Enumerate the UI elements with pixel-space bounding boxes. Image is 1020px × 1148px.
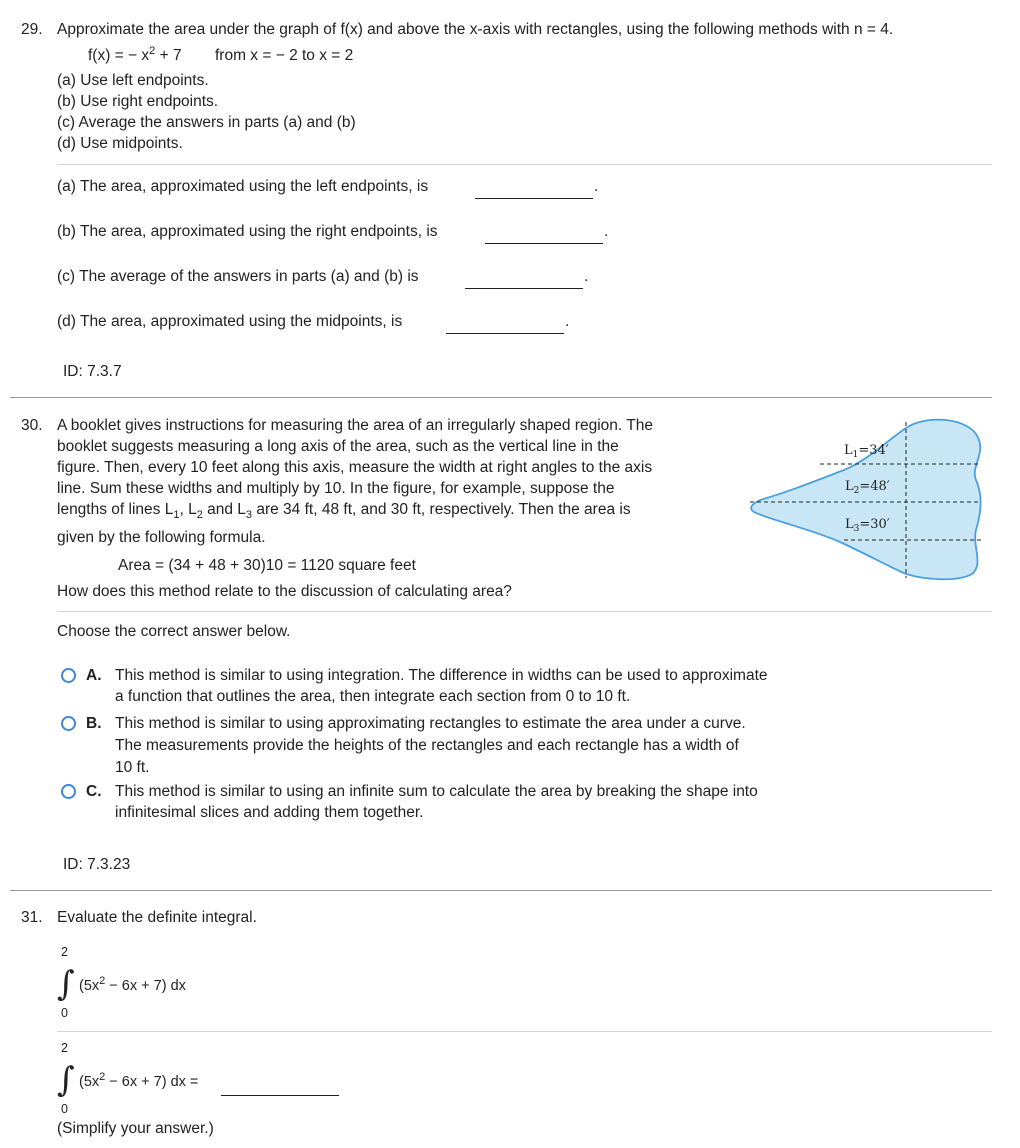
q30-paragraph-line-6: given by the following formula. xyxy=(57,529,266,546)
q29-answer-d-period: . xyxy=(565,313,570,330)
q29-q30-divider xyxy=(10,397,992,398)
q29-id: ID: 7.3.7 xyxy=(63,363,122,380)
q30-region-figure xyxy=(748,414,988,584)
q29-range: from x = − 2 to x = 2 xyxy=(215,47,354,64)
q29-number: 29. xyxy=(21,21,43,38)
q29-method-a: (a) Use left endpoints. xyxy=(57,72,209,89)
q29-answer-a-label: (a) The area, approximated using the left endpoints, is xyxy=(57,178,429,195)
q30-label-L1: $L_1=34'$ xyxy=(844,443,889,460)
q30-choice-b-letter: B. xyxy=(86,715,102,732)
q31-answer-lower-limit: 0 xyxy=(61,1102,68,1116)
q30-choice-b-line-3: 10 ft. xyxy=(115,759,150,776)
q29-function-suffix: + 7 xyxy=(155,47,182,64)
q30-line5-part-c: and L xyxy=(202,501,246,518)
q31-answer-upper-limit: 2 xyxy=(61,1041,68,1055)
q31-answer-integrand xyxy=(79,1071,199,1090)
q31-integrand xyxy=(79,975,186,994)
q30-choice-a-radio[interactable] xyxy=(61,668,76,683)
q30-choice-c-letter: C. xyxy=(86,783,102,800)
q30-id: ID: 7.3.23 xyxy=(63,856,131,873)
q31-integrand-a: (5x xyxy=(79,978,100,994)
q30-choice-a-line-2: a function that outlines the area, then integrate each section from 0 to 10 ft. xyxy=(115,688,631,705)
q29-function xyxy=(88,47,182,65)
q29-separator xyxy=(57,164,992,165)
q30-line5-sub-2: 2 xyxy=(196,509,203,521)
q31-answer-integrand-a: (5x xyxy=(79,1074,100,1090)
q31-number: 31. xyxy=(21,909,43,926)
q29-function-exponent: 2 xyxy=(149,45,156,57)
q30-choice-b-line-1: This method is similar to using approximating rectangles to estimate the area under a curve. xyxy=(115,715,746,732)
q31-answer-field[interactable] xyxy=(221,1095,339,1096)
q29-answer-b-period: . xyxy=(604,223,609,240)
q29-function-prefix: f(x) = − x xyxy=(88,47,150,64)
q31-integral-sign: ∫ xyxy=(57,964,75,1004)
q30-paragraph-line-1: A booklet gives instructions for measuring the area of an irregularly shaped region. The xyxy=(57,417,653,434)
q31-integrand-exponent: 2 xyxy=(99,975,106,987)
q29-answer-c-label: (c) The average of the answers in parts (a) and (b) is xyxy=(57,268,419,285)
q30-choice-c-line-1: This method is similar to using an infinite sum to calculate the area by breaking the shape into xyxy=(115,783,758,800)
q29-method-c: (c) Average the answers in parts (a) and (b) xyxy=(57,114,356,131)
q29-answer-d-label: (d) The area, approximated using the midpoints, is xyxy=(57,313,403,330)
q30-label-L3: $L_3=30'$ xyxy=(845,517,890,534)
q29-answer-a-field[interactable] xyxy=(475,198,593,199)
q29-answer-d-field[interactable] xyxy=(446,333,564,334)
q31-answer-integrand-exponent: 2 xyxy=(99,1071,106,1083)
q29-answer-c-period: . xyxy=(584,268,589,285)
q31-lower-limit: 0 xyxy=(61,1006,68,1020)
q30-line5-part-a: lengths of lines L xyxy=(57,501,174,518)
q29-prompt: Approximate the area under the graph of f(x) and above the x-axis with rectangles, using the following methods with n = 4. xyxy=(57,21,894,38)
q30-q31-divider xyxy=(10,890,992,891)
q30-choice-a-line-1: This method is similar to using integration. The difference in widths can be used to approximate xyxy=(115,667,768,684)
q30-choice-c-radio[interactable] xyxy=(61,784,76,799)
q31-separator xyxy=(57,1031,992,1032)
q30-question: How does this method relate to the discussion of calculating area? xyxy=(57,583,512,600)
q30-instruction: Choose the correct answer below. xyxy=(57,623,291,640)
q30-choice-b-line-2: The measurements provide the heights of the rectangles and each rectangle has a width of xyxy=(115,737,739,754)
q30-formula: Area = (34 + 48 + 30)10 = 1120 square feet xyxy=(118,557,416,574)
q31-upper-limit: 2 xyxy=(61,945,68,959)
q29-answer-b-field[interactable] xyxy=(485,243,603,244)
q30-label-L2: $L_2=48'$ xyxy=(845,479,890,496)
q29-answer-c-field[interactable] xyxy=(465,288,583,289)
q30-choice-b-radio[interactable] xyxy=(61,716,76,731)
q31-answer-integral-sign: ∫ xyxy=(57,1060,75,1100)
q31-answer-equals: = xyxy=(185,1074,199,1090)
q30-number: 30. xyxy=(21,417,43,434)
q30-line5-part-d: are 34 ft, 48 ft, and 30 ft, respectively. Then the area is xyxy=(252,501,631,518)
q30-paragraph-line-5 xyxy=(57,501,631,519)
q31-answer-integrand-b: − 6x + 7) dx xyxy=(105,1074,186,1090)
q30-line5-sub-1: 1 xyxy=(173,509,180,521)
q30-line5-part-b: , L xyxy=(179,501,197,518)
q30-paragraph-line-2: booklet suggests measuring a long axis of the area, such as the vertical line in the xyxy=(57,438,619,455)
q29-answer-b-label: (b) The area, approximated using the right endpoints, is xyxy=(57,223,438,240)
q31-integrand-b: − 6x + 7) dx xyxy=(105,978,186,994)
q29-method-d: (d) Use midpoints. xyxy=(57,135,183,152)
q30-separator xyxy=(57,611,992,612)
q31-note: (Simplify your answer.) xyxy=(57,1120,214,1137)
q30-choice-c-line-2: infinitesimal slices and adding them together. xyxy=(115,804,424,821)
q30-choice-a-letter: A. xyxy=(86,667,102,684)
q30-paragraph-line-3: figure. Then, every 10 feet along this axis, measure the width at right angles to the axis xyxy=(57,459,653,476)
q30-paragraph-line-4: line. Sum these widths and multiply by 10. In the figure, for example, suppose the xyxy=(57,480,615,497)
q30-line5-sub-3: 3 xyxy=(245,509,253,521)
q29-method-b: (b) Use right endpoints. xyxy=(57,93,219,110)
q31-prompt: Evaluate the definite integral. xyxy=(57,909,257,926)
q29-answer-a-period: . xyxy=(594,178,599,195)
